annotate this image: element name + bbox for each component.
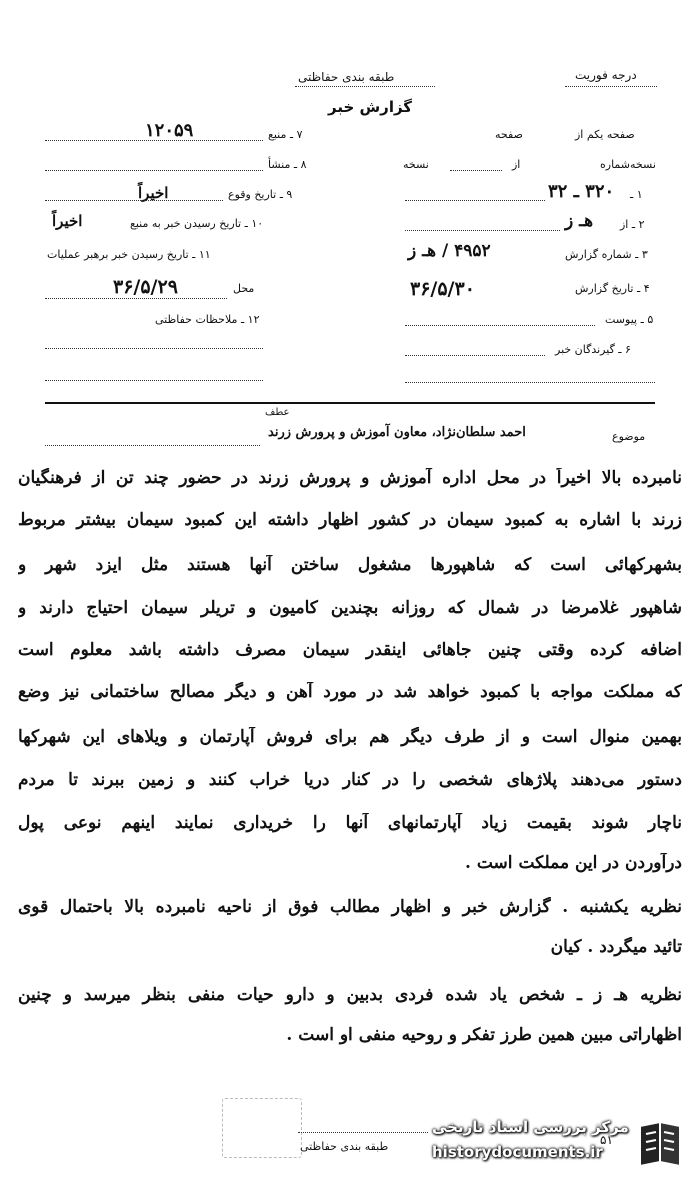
archive-name: مرکز بررسی اسناد تاریخی [432,1118,629,1136]
copy-dots [450,170,502,171]
body-line: که مملکت مواجه با کمبود خواهد شد در مورد آهن و دیگر مصالح ساختمانی نیز وضع [18,682,682,702]
field-11-value: ۳۶/۵/۲۹ [113,276,178,298]
field-7-dots [45,140,263,141]
field-10-value: اخیراً [52,212,83,230]
copy-label: نسخه‌شماره [600,158,656,171]
field-2-value: هـ ز [565,211,594,231]
field-12-dots-2 [45,380,263,381]
field-12-dots-1 [45,348,263,349]
page-number: ۵۱ [600,1133,613,1147]
classification-top: طبقه بندی حفاظتی [298,70,395,84]
header-divider [45,402,655,404]
field-7-label: ۷ ـ منبع [268,128,303,141]
field-5-label: ۵ ـ پیوست [605,313,654,326]
field-4-label: ۴ ـ تاریخ گزارش [575,282,650,295]
field-12-label: ۱۲ ـ ملاحظات حفاظتی [155,313,260,326]
subject-dots [45,445,260,446]
priority-underline [565,86,657,87]
field-5-dots [405,325,595,326]
page-title: گزارش خبر [328,98,413,116]
copy-suffix: نسخه [403,158,429,171]
field-4-value: ۳۶/۵/۳۰ [410,278,475,300]
body-line: دستور می‌دهند پلاژهای شخصی را در کنار دریا خراب کنند و زمین ببرند تا مردم [18,770,682,790]
body-line: نامبرده بالا اخیراً در محل اداره آموزش و پرورش زرند در حضور چند تن از فرهنگیان [18,468,682,488]
archive-logo-icon [630,1118,688,1170]
field-2-dots [405,230,560,231]
comment-line: تائید میگردد . کیان [550,937,682,957]
faint-stamp [222,1098,302,1158]
body-line: زرند با اشاره به کمبود سیمان در کشور اظهار داشته این کمبود سیمان بیشتر مربوط [18,510,682,530]
field-8-label: ۸ ـ منشأ [268,158,307,171]
field-6-dots-1 [405,355,545,356]
field-3-value: ۴۹۵۲ / هـ ز [408,241,491,261]
place-label: محل [233,282,255,295]
body-line: ناچار شوند بقیمت زیاد آپارتمانهای آنها را خریداری نمایند اینهم نوعی پول [18,813,682,833]
archive-url: historydocuments.ir [432,1143,603,1161]
field-9-value: اخیراً [138,184,169,202]
classification-bottom: طبقه بندی حفاظتی [300,1140,389,1153]
field-2-label: ۲ ـ از [620,218,645,231]
field-8-dots [45,170,263,171]
comment-line: نظریه یکشنبه . گزارش خبر و اظهار مطالب فوق از ناحیه نامبرده بالا باحتمال قوی [18,897,682,917]
body-line: اضافه کرده وقتی چنین جاهائی اینقدر سیمان مصرف داشته باشد معلوم است [18,640,682,660]
comment-line: اظهاراتی مبین همین طرز تفکر و روحیه منفی او است . [286,1025,682,1045]
subject-value: احمد سلطان‌نژاد، معاون آموزش و پرورش زرند [268,425,526,440]
field-9-dots [45,200,223,201]
field-11-dots [45,298,227,299]
field-6-dots-2 [405,382,655,383]
body-line: بهمین منوال است و از طرف دیگر هم برای فروش آپارتمان و ویلاهای این شهرکها [18,727,682,747]
body-line: شاهپور غلامرضا در شمال که روزانه بچندین کامیون و تریلر سیمان احتیاج دارند و [18,598,682,618]
body-line: بشهرکهائی است که شاهپورها مشغول ساختن آنها هستند مثل ایزد شهر و [18,555,682,575]
comment-line: نظریه هـ ز ـ شخص یاد شده فردی بدبین و دارو حیات منفی بنظر میرسد و چنین [18,985,682,1005]
field-1-value: ۳۲۰ ـ ۳۲ [548,181,615,202]
field-9-label: ۹ ـ تاریخ وقوع [228,188,293,201]
field-3-label: ۳ ـ شماره گزارش [565,248,648,261]
page-label: صفحه یکم از [575,128,635,141]
classification-bottom-line [298,1132,428,1133]
field-10-label: ۱۰ ـ تاریخ رسیدن خبر به منبع [130,217,264,230]
field-1-label: ۱ ـ [630,188,643,201]
priority-label: درجه فوریت [575,68,637,82]
field-7-value: ۱۲۰۵۹ [145,120,194,141]
page-suffix: صفحه [495,128,523,141]
field-11-label: ۱۱ ـ تاریخ رسیدن خبر برهبر عملیات [47,248,211,261]
subject-label: موضوع [612,430,646,443]
subject-note: عطف [265,407,290,418]
body-line: درآوردن در این مملکت است . [465,853,682,873]
copy-of: از [512,158,521,171]
field-1-dots [405,200,545,201]
field-6-label: ۶ ـ گیرندگان خبر [555,343,631,356]
classification-underline [295,86,435,87]
